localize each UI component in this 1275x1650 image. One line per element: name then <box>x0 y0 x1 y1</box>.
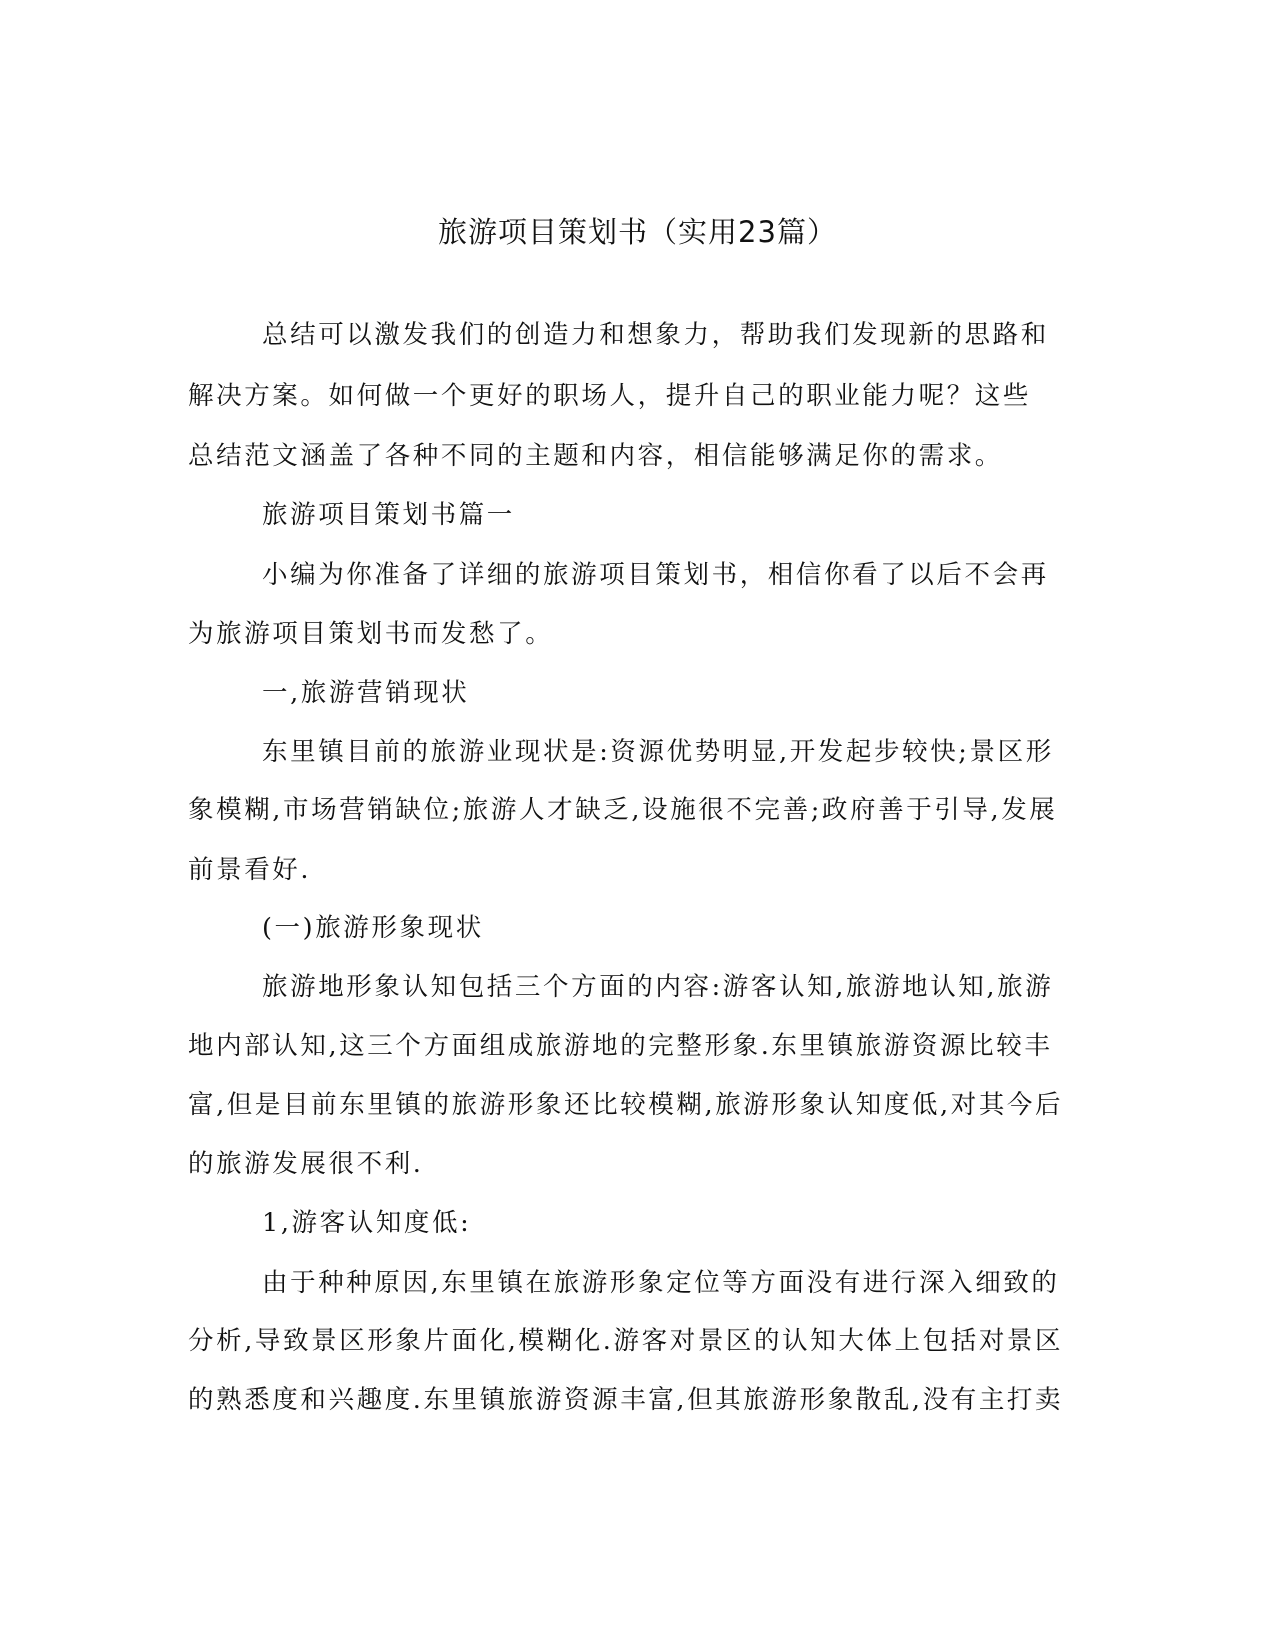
paragraph-line: 的熟悉度和兴趣度.东里镇旅游资源丰富,但其旅游形象散乱,没有主打卖 <box>188 1385 1064 1415</box>
paragraph-line: 旅游地形象认知包括三个方面的内容:游客认知,旅游地认知,旅游 <box>262 972 1054 1002</box>
document-title: 旅游项目策划书（实用23篇） <box>438 215 837 249</box>
paragraph-line: 分析,导致景区形象片面化,模糊化.游客对景区的认知大体上包括对景区 <box>188 1326 1064 1356</box>
paragraph-line: 前景看好. <box>188 855 312 885</box>
paragraph-line: 的旅游发展很不利. <box>188 1149 424 1179</box>
section-heading: 旅游项目策划书篇一 <box>262 500 515 530</box>
paragraph-line: 象模糊,市场营销缺位;旅游人才缺乏,设施很不完善;政府善于引导,发展 <box>188 795 1058 825</box>
section-heading: 1,游客认知度低: <box>262 1208 472 1238</box>
paragraph-line: 小编为你准备了详细的旅游项目策划书，相信你看了以后不会再 <box>262 560 1049 590</box>
paragraph-line: 东里镇目前的旅游业现状是:资源优势明显,开发起步较快;景区形 <box>262 737 1054 767</box>
paragraph-line: 为旅游项目策划书而发愁了。 <box>188 619 554 649</box>
paragraph-line: 总结可以激发我们的创造力和想象力，帮助我们发现新的思路和 <box>262 320 1049 350</box>
section-heading: (一)旅游形象现状 <box>262 913 484 943</box>
paragraph-line: 地内部认知,这三个方面组成旅游地的完整形象.东里镇旅游资源比较丰 <box>188 1031 1053 1061</box>
paragraph-line: 由于种种原因,东里镇在旅游形象定位等方面没有进行深入细致的 <box>262 1268 1060 1298</box>
paragraph-line: 总结范文涵盖了各种不同的主题和内容，相信能够满足你的需求。 <box>188 441 1003 471</box>
paragraph-line: 解决方案。如何做一个更好的职场人，提升自己的职业能力呢？这些 <box>188 381 1032 411</box>
section-heading: 一,旅游营销现状 <box>262 678 470 708</box>
paragraph-line: 富,但是目前东里镇的旅游形象还比较模糊,旅游形象认知度低,对其今后 <box>188 1090 1064 1120</box>
